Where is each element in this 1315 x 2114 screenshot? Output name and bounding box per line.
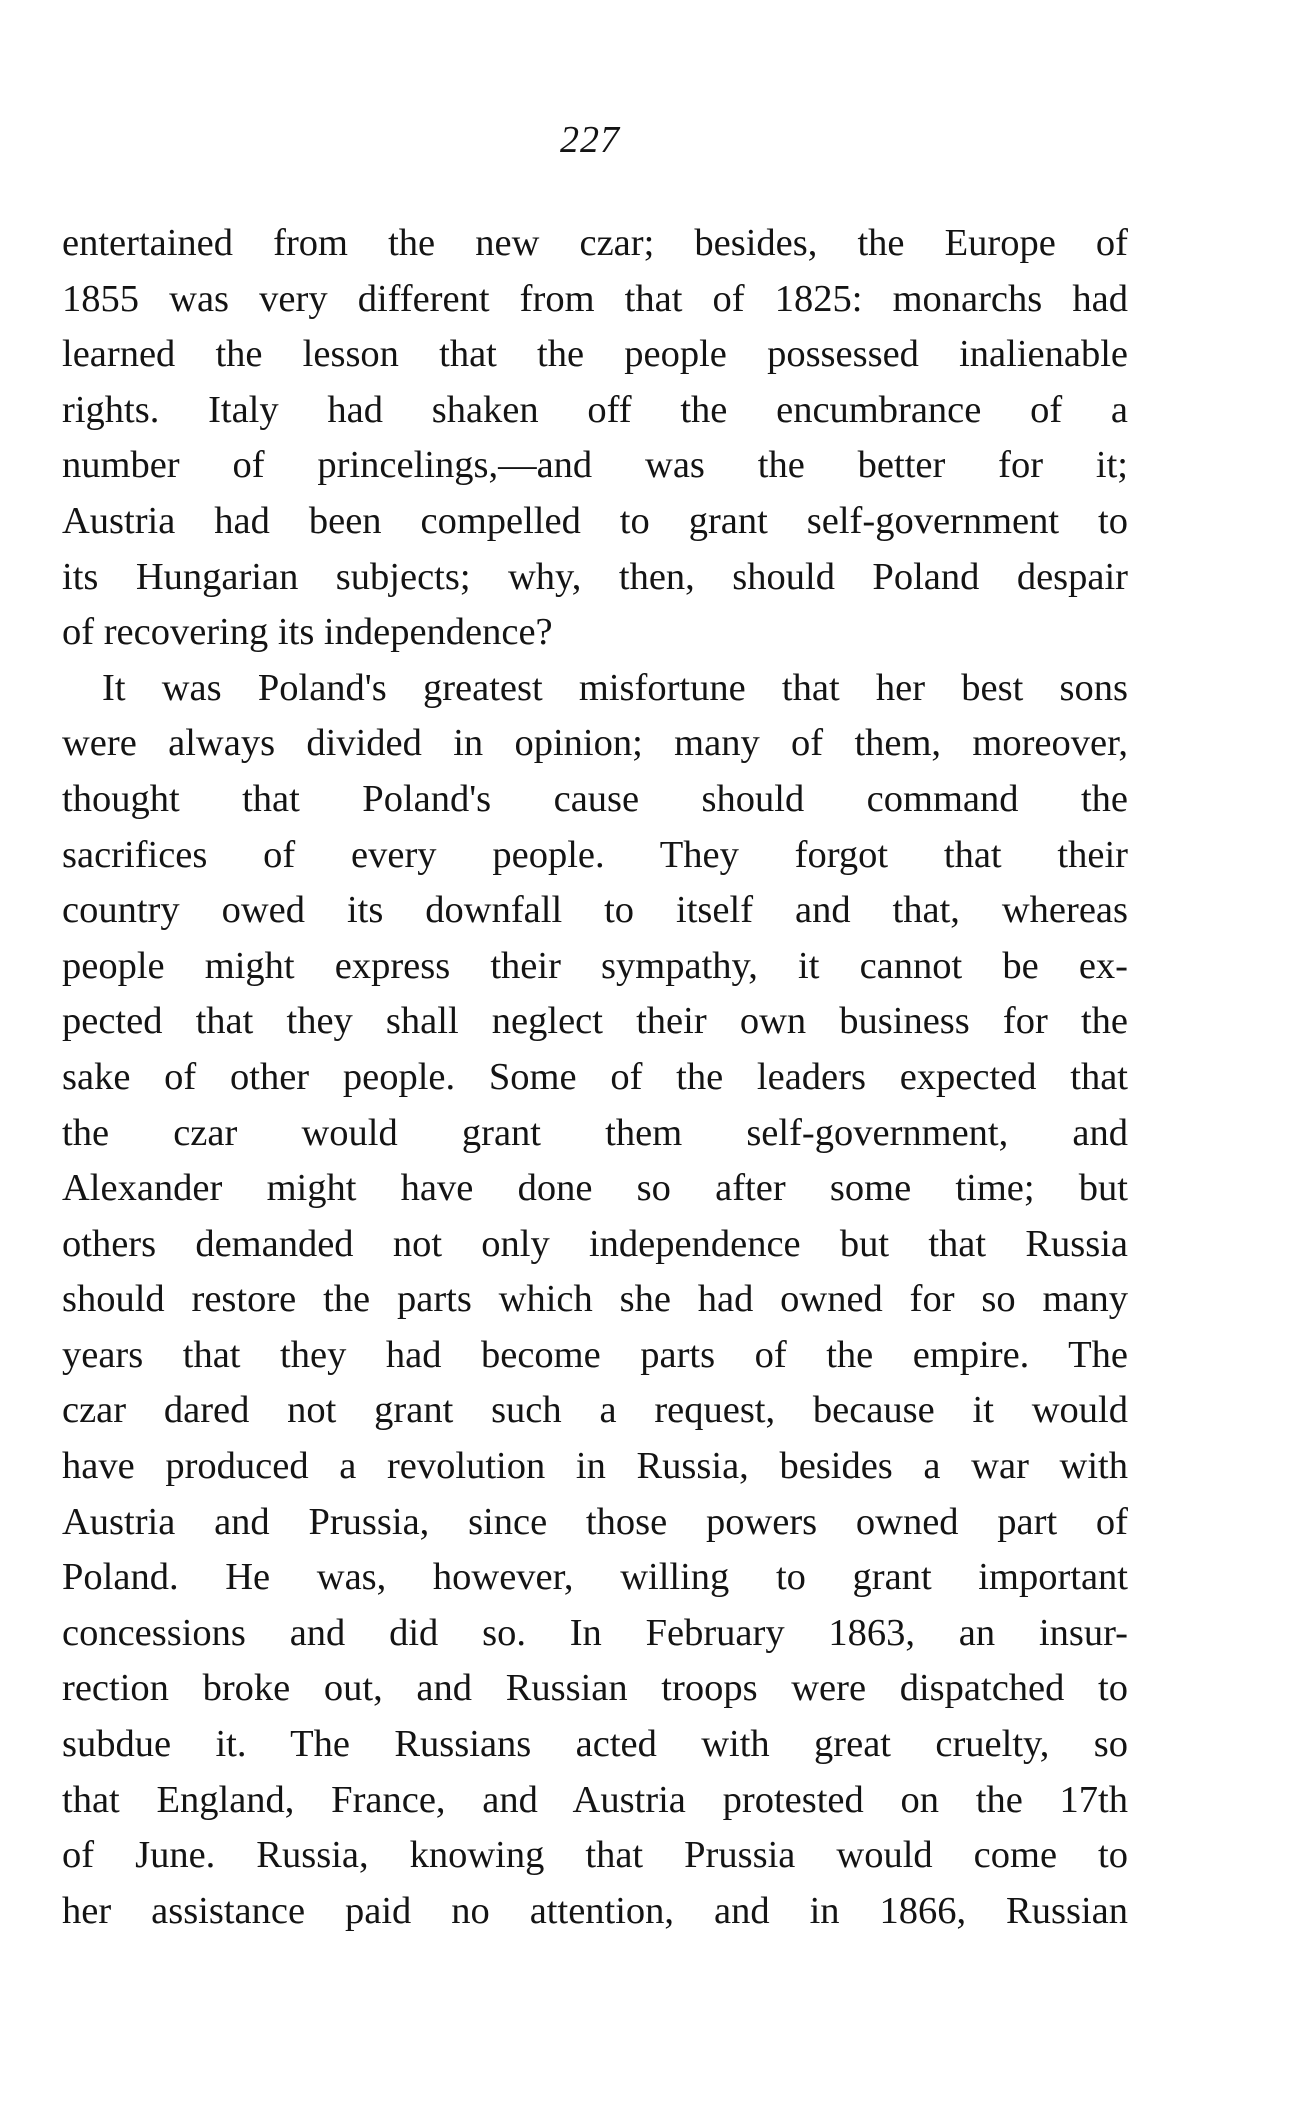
text-line: concessions and did so. In February 1863, an insur- — [62, 1611, 1128, 1654]
text-line: of June. Russia, knowing that Prussia would come to — [62, 1834, 1128, 1877]
text-line: sacrifices of every people. They forgot that their — [62, 833, 1128, 876]
text-line: have produced a revolution in Russia, besides a war with — [62, 1445, 1128, 1488]
text-line: number of princelings,—and was the better for it; — [62, 444, 1128, 487]
text-line: of recovering its independence? — [62, 611, 553, 654]
text-line: Austria and Prussia, since those powers owned part of — [62, 1500, 1128, 1543]
text-line: czar dared not grant such a request, because it would — [62, 1389, 1128, 1432]
text-line: Alexander might have done so after some time; but — [62, 1167, 1128, 1210]
text-line: country owed its downfall to itself and that, whereas — [62, 889, 1128, 932]
text-line: Austria had been compelled to grant self-government to — [62, 499, 1128, 542]
text-line: its Hungarian subjects; why, then, should Poland despair — [62, 555, 1128, 598]
text-line: people might express their sympathy, it cannot be ex- — [62, 944, 1128, 987]
text-line: subdue it. The Russians acted with great cruelty, so — [62, 1723, 1128, 1766]
text-line: should restore the parts which she had owned for so many — [62, 1278, 1128, 1321]
text-line: sake of other people. Some of the leaders expected that — [62, 1055, 1128, 1098]
text-line: were always divided in opinion; many of them, moreover, — [62, 722, 1128, 765]
text-line: learned the lesson that the people possessed inalienable — [62, 333, 1128, 376]
text-line: the czar would grant them self-government, and — [62, 1111, 1128, 1154]
paragraph-1 — [62, 216, 1128, 661]
text-line: that England, France, and Austria protested on the 17th — [62, 1778, 1128, 1821]
text-line: It was Poland's greatest misfortune that her best sons — [102, 666, 1128, 709]
page-number: 227 — [560, 119, 620, 161]
text-line: Poland. He was, however, willing to grant important — [62, 1556, 1128, 1599]
body-text — [62, 216, 1128, 1939]
text-line: thought that Poland's cause should command the — [62, 777, 1128, 820]
text-line: 1855 was very different from that of 1825: monarchs had — [62, 277, 1128, 320]
text-line: rection broke out, and Russian troops were dispatched to — [62, 1667, 1128, 1710]
text-line: entertained from the new czar; besides, the Europe of — [62, 222, 1128, 264]
paragraph-2 — [62, 661, 1128, 1940]
text-line: pected that they shall neglect their own business for the — [62, 1000, 1128, 1043]
text-line: rights. Italy had shaken off the encumbrance of a — [62, 388, 1128, 431]
text-line: her assistance paid no attention, and in 1866, Russian — [62, 1889, 1128, 1932]
text-line: years that they had become parts of the empire. The — [62, 1333, 1128, 1376]
text-line: others demanded not only independence but that Russia — [62, 1222, 1128, 1265]
